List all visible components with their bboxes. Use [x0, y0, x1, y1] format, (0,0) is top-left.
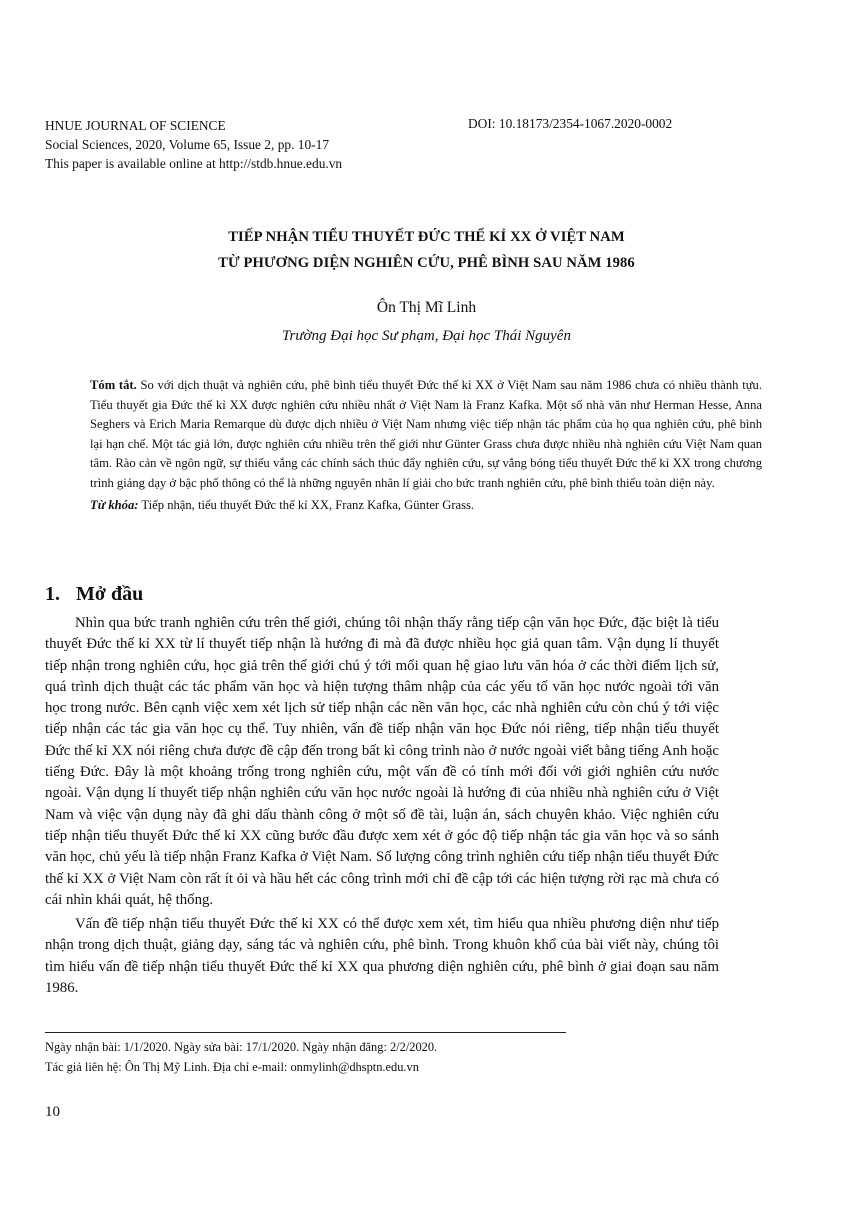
- abstract-label: Tóm tắt.: [90, 378, 137, 392]
- author-affiliation: Trường Đại học Sư phạm, Đại học Thái Nguyên: [282, 328, 571, 344]
- journal-name: HNUE JOURNAL OF SCIENCE: [45, 118, 226, 133]
- abstract: [90, 376, 762, 515]
- paper-title-line-1: TIẾP NHẬN TIỂU THUYẾT ĐỨC THẾ KỈ XX Ở VIỆT NAM: [228, 229, 625, 245]
- footnote-contact: Tác giả liên hệ: Ôn Thị Mỹ Linh. Địa chỉ e-mail: onmylinh@dhsptn.edu.vn: [45, 1060, 419, 1074]
- body-paragraph-1: Nhìn qua bức tranh nghiên cứu trên thế giới, chúng tôi nhận thấy rằng tiếp cận văn học Đức, đặc biệt là tiểu thuyết Đức thế kỉ XX từ lí thuyết tiếp nhận là hướng đi mà đã được nhiều học giả quan tâm. Vận dụng lí thuyết tiếp nhận trong nghiên cứu, học giả trên thế giới chú ý tới mối quan hệ giao lưu văn hóa ở các thời điểm lịch sử, quá trình dịch thuật các tác phẩm văn học và hiện tượng thâm nhập của các yếu tố văn học nước ngoài tới văn học trong nước. Bên cạnh việc xem xét lịch sử tiếp nhận các nền văn học, các nhà nghiên cứu còn chú ý tới việc tiếp nhận các tác gia văn học cụ thể. Tuy nhiên, vấn đề tiếp nhận văn học Đức nói riêng, tiếp nhận tiểu thuyết Đức thế kỉ XX nói riêng chưa được đề cập đến trong bất kì công trình nào ở nước ngoài viết bằng tiếng Anh hoặc tiếng Đức. Đây là một khoảng trống trong nghiên cứu, một vấn đề có tính mới đối với giới nghiên cứu nước ngoài. Vận dụng lí thuyết tiếp nhận nghiên cứu văn học nước ngoài là hướng đi của nhiều nhà nghiên cứu ở Việt Nam và việc vận dụng này đã ghi dấu thành công ở một số đề tài, luận án, sách chuyên khảo. Việc nghiên cứu tiếp nhận tiểu thuyết Đức thế kỉ XX cũng bước đầu được xem xét ở góc độ tiếp nhận tác gia văn học và so sánh văn học, chủ yếu là tiếp nhận Franz Kafka ở Việt Nam. Số lượng công trình nghiên cứu tiếp nhận tiểu thuyết Đức thế kỉ XX ở Việt Nam còn rất ít ỏi và hầu hết các công trình mới chỉ đề cập tới các hiện tượng rời rạc mà chưa có cái nhìn khái quát, hệ thống.: [45, 615, 719, 908]
- abstract-paragraph: [90, 376, 762, 494]
- doi: DOI: 10.18173/2354-1067.2020-0002: [468, 116, 673, 131]
- footnote-dates: Ngày nhận bài: 1/1/2020. Ngày sửa bài: 17/1/2020. Ngày nhận đăng: 2/2/2020.: [45, 1040, 438, 1054]
- paper-title-line-2: TỪ PHƯƠNG DIỆN NGHIÊN CỨU, PHÊ BÌNH SAU NĂM 1986: [218, 255, 635, 271]
- journal-issue: Social Sciences, 2020, Volume 65, Issue 2, pp. 10-17: [45, 137, 330, 152]
- section-number: 1.: [45, 583, 60, 605]
- author-name: Ôn Thị Mĩ Linh: [376, 299, 477, 316]
- journal-availability: This paper is available online at http://stdb.hnue.edu.vn: [45, 156, 343, 171]
- journal-header: [45, 116, 342, 173]
- keywords-text: Tiếp nhận, tiểu thuyết Đức thế kỉ XX, Franz Kafka, Günter Grass.: [141, 497, 475, 512]
- section-title: Mở đầu: [76, 583, 144, 605]
- abstract-text: So với dịch thuật và nghiên cứu, phê bình tiểu thuyết Đức thế kỉ XX ở Việt Nam sau năm 1986 chưa có nhiều thành tựu. Tiểu thuyết gia Đức thế kỉ XX được nghiên cứu nhiều nhất ở Việt Nam là Franz Kafka. Một số nhà văn như Herman Hesse, Anna Seghers và Erich Maria Remarque dù được dịch nhiều ở Việt Nam nhưng việc tiếp nhận tác phẩm của họ qua nghiên cứu, phê bình lại hạn chế. Một tác giả lớn, được nghiên cứu nhiều trên thế giới như Günter Grass chưa được nhiều nhà nghiên cứu Việt Nam quan tâm. Rào cản về ngôn ngữ, sự thiếu vắng các chính sách thúc đẩy nghiên cứu, sự vắng bóng tiểu thuyết Đức thế kỉ XX trong chương trình giảng dạy ở bậc phổ thông có thể là những nguyên nhân lí giải cho bức tranh nghiên cứu, phê bình thiếu toàn diện này.: [90, 378, 762, 490]
- body-paragraph-2: Vấn đề tiếp nhận tiểu thuyết Đức thế kỉ XX có thể được xem xét, tìm hiểu qua nhiều phương diện như tiếp nhận trong dịch thuật, giảng dạy, sáng tác và nghiên cứu, phê bình. Trong khuôn khổ của bài viết này, chúng tôi tìm hiểu vấn đề tiếp nhận tiểu thuyết Đức thế kỉ XX qua phương diện nghiên cứu, phê bình ở giai đoạn sau năm 1986.: [45, 916, 719, 997]
- page-number: 10: [45, 1104, 60, 1120]
- keywords: [90, 496, 762, 516]
- keywords-label: Từ khóa:: [90, 497, 139, 512]
- section-heading: [45, 583, 143, 606]
- body-text: [45, 613, 719, 999]
- footnote-divider: [45, 1032, 566, 1033]
